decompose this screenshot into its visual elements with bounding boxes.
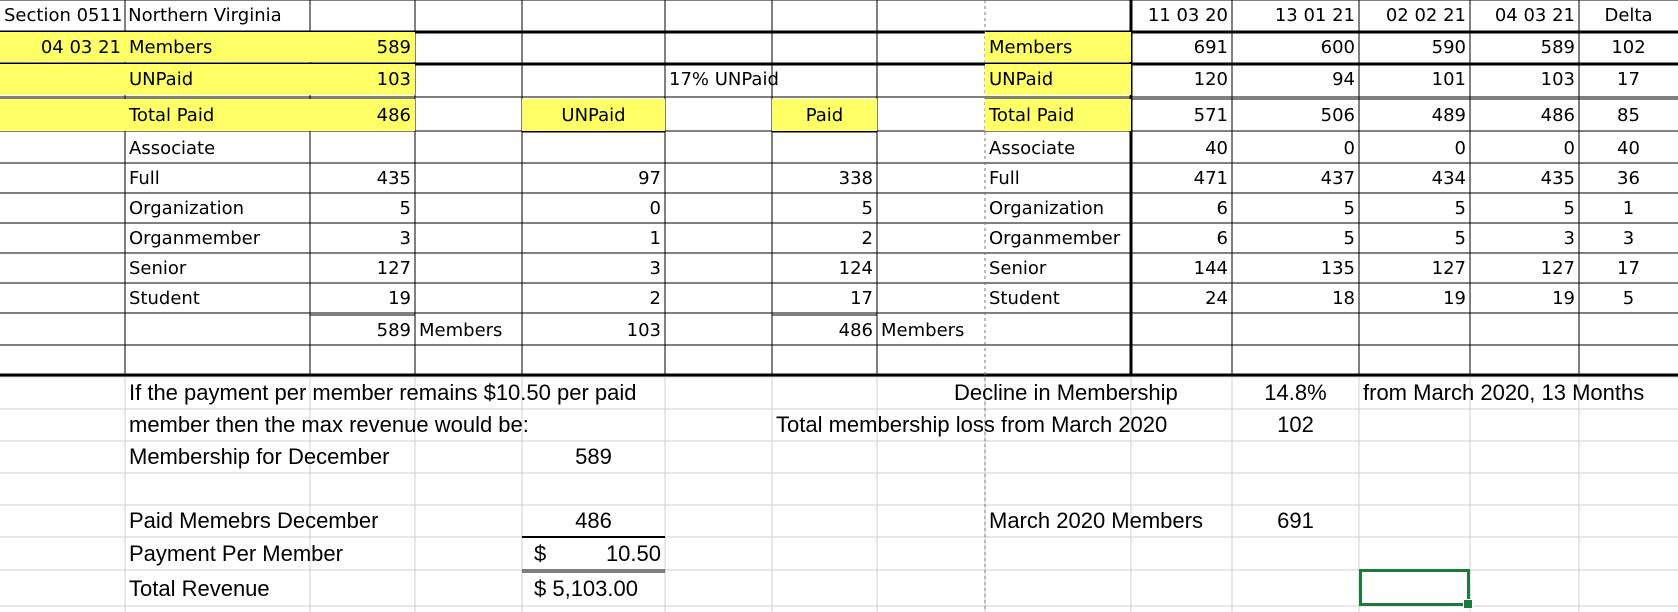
history-cell[interactable]: 127 [1431, 257, 1466, 279]
type-paid[interactable]: 17 [850, 287, 873, 309]
type-paid[interactable]: 338 [838, 167, 873, 189]
history-unpaid-label[interactable]: UNPaid [985, 64, 1131, 95]
type-unpaid[interactable]: 0 [649, 197, 661, 219]
unpaid-date-blank[interactable] [0, 64, 125, 95]
date-header-3[interactable]: 02 02 21 [1385, 4, 1466, 26]
type-label[interactable]: Full [129, 167, 160, 189]
history-type-label[interactable]: Organization [989, 197, 1105, 219]
march-2020-members-value[interactable]: 691 [1277, 508, 1314, 533]
active-cell-selection[interactable] [1359, 569, 1470, 606]
history-cell[interactable]: 144 [1193, 257, 1228, 279]
history-cell[interactable]: 0 [1563, 137, 1575, 159]
history-cell[interactable]: 506 [1320, 104, 1355, 126]
delta-cell[interactable]: 1 [1622, 197, 1635, 219]
history-cell[interactable]: 135 [1320, 257, 1355, 279]
decline-percent[interactable]: 14.8% [1264, 380, 1327, 405]
history-cell[interactable]: 6 [1216, 227, 1228, 249]
payment-per-member-label[interactable]: Payment Per Member [129, 540, 343, 566]
history-members-label[interactable]: Members [985, 32, 1131, 62]
type-total[interactable]: 435 [376, 167, 411, 189]
history-cell[interactable]: 600 [1320, 36, 1355, 58]
type-total[interactable]: 5 [399, 197, 411, 219]
total-revenue-label[interactable]: Total Revenue [129, 576, 270, 601]
delta-cell[interactable]: 85 [1617, 104, 1640, 126]
history-cell[interactable]: 471 [1193, 167, 1228, 189]
history-cell[interactable]: 18 [1332, 287, 1355, 309]
history-type-label[interactable]: Full [989, 167, 1020, 189]
history-cell[interactable]: 5 [1454, 227, 1466, 249]
fill-handle[interactable] [1463, 599, 1473, 609]
history-cell[interactable]: 19 [1552, 287, 1575, 309]
history-cell[interactable]: 101 [1431, 69, 1466, 90]
type-total[interactable]: 127 [376, 257, 411, 279]
type-unpaid[interactable]: 97 [638, 167, 661, 189]
history-cell[interactable]: 120 [1193, 69, 1228, 90]
decline-note[interactable]: from March 2020, 13 Months [1363, 380, 1645, 405]
members-value-cell[interactable]: 589 [310, 32, 415, 62]
history-cell[interactable]: 589 [1540, 36, 1575, 58]
total-paid-cell[interactable]: 486 [838, 319, 873, 341]
history-cell[interactable]: 94 [1332, 69, 1355, 90]
paid-members-december-value[interactable]: 486 [575, 508, 612, 533]
membership-loss-label[interactable]: Total membership loss from March 2020 [776, 412, 1168, 437]
type-label[interactable]: Associate [129, 137, 216, 159]
history-cell[interactable]: 5 [1454, 197, 1466, 219]
type-label[interactable]: Organization [129, 197, 245, 219]
membership-loss-value[interactable]: 102 [1277, 412, 1314, 437]
section-title[interactable]: Section 0511 Northern Virginia [4, 4, 282, 26]
history-cell[interactable]: 19 [1443, 287, 1466, 309]
delta-cell[interactable]: 102 [1611, 36, 1646, 58]
note-line-1[interactable]: If the payment per member remains $10.50 per paid [129, 380, 637, 405]
type-paid[interactable]: 5 [861, 197, 873, 219]
history-cell[interactable]: 103 [1540, 69, 1575, 90]
type-paid[interactable]: 124 [838, 257, 873, 279]
payment-per-member-value[interactable]: 10.50 [605, 540, 661, 566]
history-cell[interactable]: 590 [1431, 36, 1466, 58]
paid-column-header[interactable]: Paid [772, 99, 877, 131]
history-cell[interactable]: 5 [1343, 227, 1355, 249]
total-paid-label[interactable]: Members [881, 319, 965, 341]
summary-date-cell[interactable]: 04 03 21 [0, 32, 125, 62]
date-header-2[interactable]: 13 01 21 [1274, 4, 1355, 26]
type-total[interactable]: 3 [399, 227, 411, 249]
history-cell[interactable]: 435 [1540, 167, 1575, 189]
history-cell[interactable]: 5 [1563, 197, 1575, 219]
history-cell[interactable]: 3 [1563, 227, 1575, 249]
total-paid-date-blank[interactable] [0, 99, 125, 131]
total-revenue-value[interactable]: $ 5,103.00 [534, 576, 638, 601]
history-cell[interactable]: 0 [1343, 137, 1355, 159]
history-cell[interactable]: 571 [1193, 104, 1228, 126]
type-unpaid[interactable]: 2 [649, 287, 661, 309]
delta-cell[interactable]: 17 [1617, 69, 1640, 90]
payment-currency-symbol: $ [534, 540, 547, 566]
history-cell[interactable]: 127 [1540, 257, 1575, 279]
members-label-cell[interactable]: Members [125, 32, 310, 62]
total-paid-label-cell[interactable]: Total Paid [125, 99, 310, 131]
unpaid-column-header[interactable]: UNPaid [522, 99, 665, 131]
history-cell[interactable]: 6 [1216, 197, 1228, 219]
total-members-label[interactable]: Members [419, 319, 503, 341]
delta-cell[interactable]: 5 [1622, 287, 1635, 309]
history-cell[interactable]: 0 [1454, 137, 1466, 159]
type-total[interactable]: 19 [388, 287, 411, 309]
type-label[interactable]: Student [129, 287, 200, 309]
membership-december-value[interactable]: 589 [575, 444, 612, 469]
note-line-2[interactable]: member then the max revenue would be: [129, 412, 529, 437]
decline-label[interactable]: Decline in Membership [954, 380, 1178, 405]
history-cell[interactable]: 40 [1205, 137, 1228, 159]
history-cell[interactable]: 489 [1431, 104, 1466, 126]
delta-cell[interactable]: 40 [1617, 137, 1640, 159]
history-cell[interactable]: 437 [1320, 167, 1355, 189]
type-unpaid[interactable]: 3 [649, 257, 661, 279]
history-type-label[interactable]: Associate [989, 137, 1076, 159]
date-header-4[interactable]: 04 03 21 [1494, 4, 1575, 26]
history-cell[interactable]: 24 [1205, 287, 1228, 309]
history-cell[interactable]: 5 [1343, 197, 1355, 219]
delta-cell[interactable]: 17 [1617, 257, 1640, 279]
type-label[interactable]: Senior [129, 257, 187, 279]
history-cell[interactable]: 434 [1431, 167, 1466, 189]
total-unpaid-cell[interactable]: 103 [626, 319, 661, 341]
unpaid-label-cell[interactable]: UNPaid [125, 64, 310, 95]
paid-members-december-label[interactable]: Paid Memebrs December [129, 508, 379, 533]
unpaid-value-cell[interactable]: 103 [310, 64, 415, 95]
march-2020-members-label[interactable]: March 2020 Members [989, 508, 1203, 533]
history-type-label[interactable]: Student [989, 287, 1060, 309]
history-type-label[interactable]: Organmember [989, 227, 1121, 249]
delta-cell[interactable]: 36 [1617, 167, 1640, 189]
history-cell[interactable]: 486 [1540, 104, 1575, 126]
type-paid[interactable]: 2 [861, 227, 873, 249]
delta-cell[interactable]: 3 [1622, 227, 1635, 249]
type-unpaid[interactable]: 1 [649, 227, 661, 249]
total-members-cell[interactable]: 589 [376, 319, 411, 341]
type-label[interactable]: Organmember [129, 227, 261, 249]
total-paid-value-cell[interactable]: 486 [310, 99, 415, 131]
history-cell[interactable]: 691 [1193, 36, 1228, 58]
history-type-label[interactable]: Senior [989, 257, 1047, 279]
pct-unpaid-cell[interactable]: 17% UNPaid [669, 69, 779, 90]
delta-header[interactable]: Delta [1604, 4, 1653, 26]
date-header-1[interactable]: 11 03 20 [1147, 4, 1228, 26]
membership-december-label[interactable]: Membership for December [129, 444, 390, 469]
history-total-paid-label[interactable]: Total Paid [985, 99, 1131, 131]
